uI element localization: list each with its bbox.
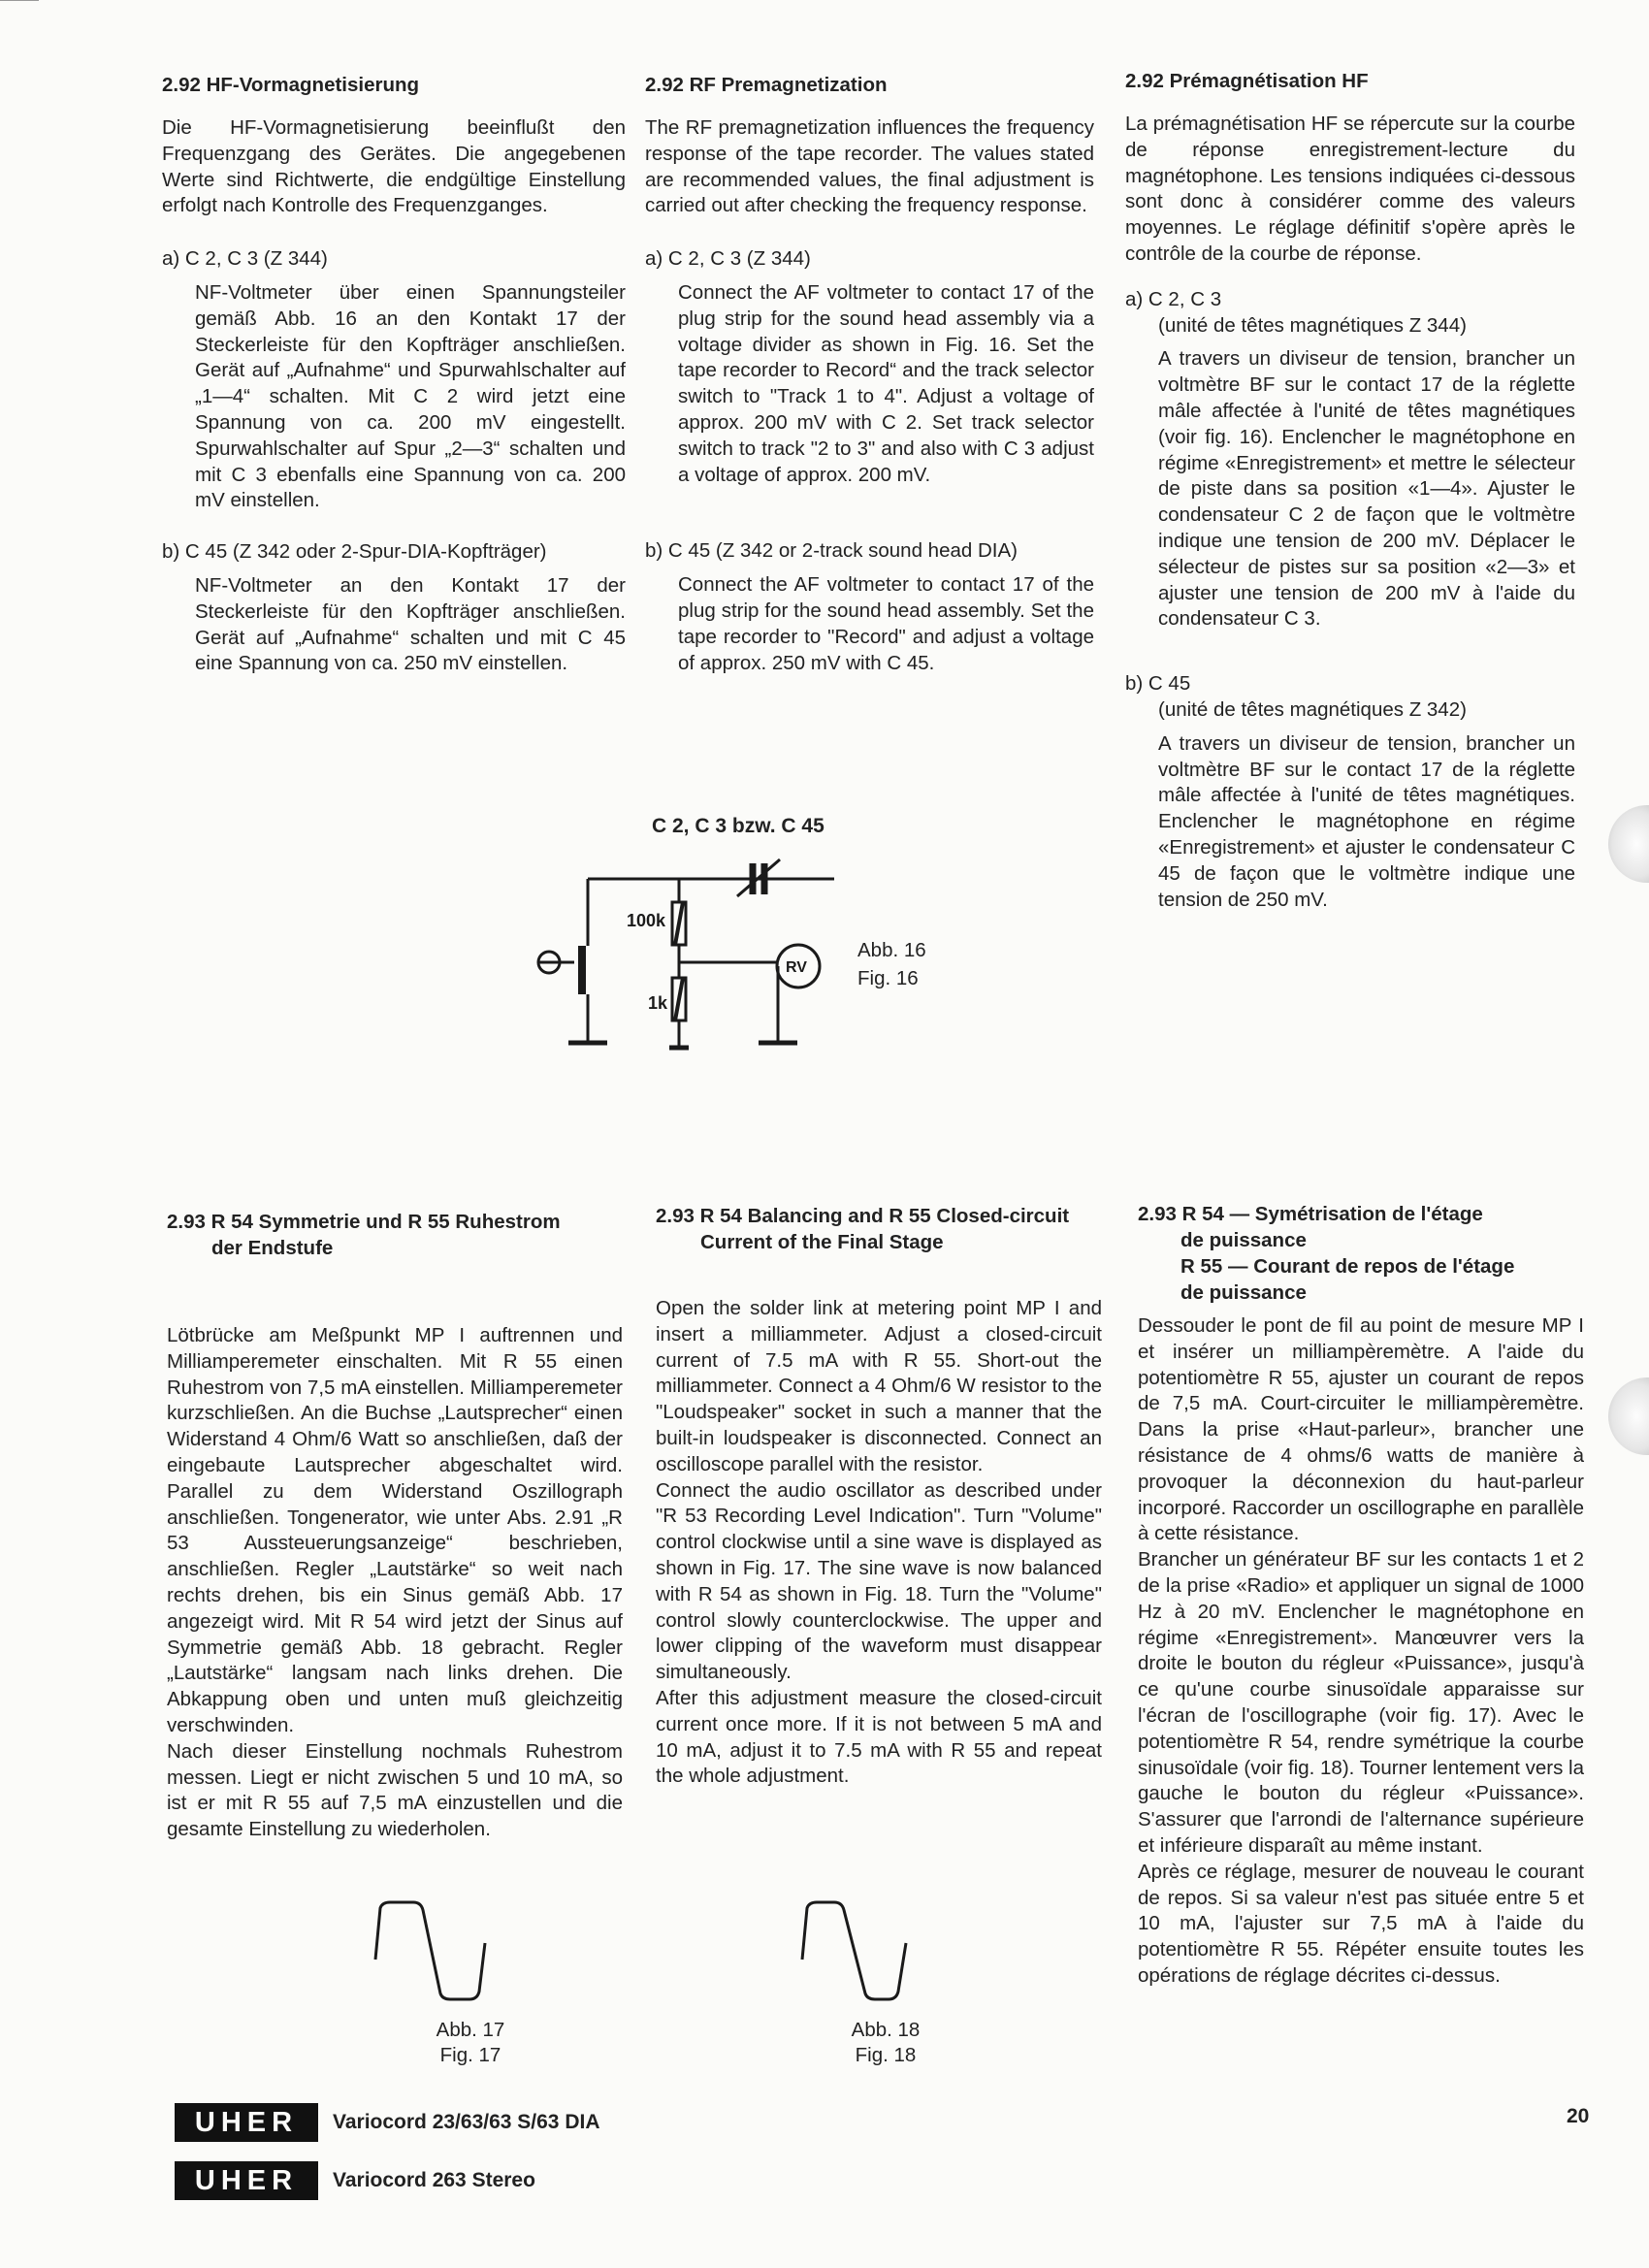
item-a-subtitle: (unité de têtes magnétiques Z 344) bbox=[1158, 313, 1467, 337]
resistor-1k-label: 1k bbox=[648, 993, 668, 1013]
fig17-waveform bbox=[371, 1896, 506, 2003]
binder-hole bbox=[1608, 805, 1649, 883]
section-title bbox=[167, 1209, 623, 1261]
item-b-title: b) C 45 (Z 342 or 2-track sound head DIA) bbox=[645, 539, 1018, 563]
model-line-2: Variocord 263 Stereo bbox=[333, 2169, 535, 2191]
fig18-caption bbox=[823, 2018, 949, 2068]
section-293-fr bbox=[1138, 1201, 1584, 1990]
body-paragraph-2: Brancher un générateur BF sur les contacts 1 et 2 de la prise «Radio» et appliquer un signal de 1000 Hz à 20 mV. Enclencher le magnétophone en régime «Enregistrement». Manœuvrer vers la droite le bouton du régleur «Puissance», jusqu'à ce qu'une courbe sinusoïdale apparaisse sur l'écran de l'oscillographe (voir fig. 17). Avec le potentiomètre R 54, rendre symétrique la courbe sinusoïdale (voir fig. 18). Tourner lentement vers la gauche le bouton du régleur «Puissance». S'assurer que l'arrondi de l'alternance supérieure et inférieure disparaît au même instant. bbox=[1138, 1548, 1584, 1857]
fig16-circuit-diagram bbox=[524, 854, 854, 1067]
fig16-caption-en: Fig. 16 bbox=[857, 967, 919, 989]
section-title-line-1: 2.93 R 54 Balancing and R 55 Closed-circuit bbox=[656, 1205, 1070, 1227]
section-title bbox=[656, 1203, 1102, 1255]
section-title-line-2: der Endstufe bbox=[211, 1237, 334, 1259]
section-title-line-3: R 55 — Courant de repos de l'étage bbox=[1180, 1255, 1515, 1278]
section-title-line-1: 2.93 R 54 Symmetrie und R 55 Ruhestrom bbox=[167, 1211, 561, 1233]
item-a bbox=[1125, 287, 1575, 632]
section-292-de bbox=[162, 72, 626, 677]
resistor-100k-label: 100k bbox=[627, 911, 666, 930]
section-title-line-4: de puissance bbox=[1180, 1281, 1307, 1304]
item-b bbox=[1125, 671, 1575, 913]
item-b-body: Connect the AF voltmeter to contact 17 of the plug strip for the sound head assembly. Set the tape recorder to "Record" and adjust a voltage of approx. 250 mV with C 45. bbox=[678, 573, 1094, 674]
fig18-caption-de: Abb. 18 bbox=[851, 2019, 921, 2041]
page-number: 20 bbox=[1567, 2105, 1590, 2127]
item-a-title: a) C 2, C 3 (Z 344) bbox=[645, 247, 811, 271]
section-292-en bbox=[645, 72, 1094, 676]
section-title: 2.92 RF Premagnetization bbox=[645, 74, 888, 96]
section-title-line-1: 2.93 R 54 — Symétrisation de l'étage bbox=[1138, 1203, 1483, 1225]
body-paragraph-2: Nach dieser Einstellung nochmals Ruhestrom messen. Liegt er nicht zwischen 5 und 10 mA, so ist er mit R 55 auf 7,5 mA einzustellen und die gesamte Einstellung zu wiederholen. bbox=[167, 1739, 623, 1841]
item-b bbox=[162, 539, 626, 677]
item-a-body: A travers un diviseur de tension, brancher un voltmètre BF sur le contact 17 de la réglette mâle affectée à l'unité de têtes magnétiques (voir fig. 16). Enclencher le magnétophone en régime «Enregistrement» et mettre le sélecteur de piste dans sa position «1—4». Ajuster le condensateur C 2 de façon que le voltmètre indique une tension de 200 mV. Déplacer le sélecteur de pistes sur sa position «2—3» et ajuster une tension de 200 mV à l'aide du condensateur C 3. bbox=[1158, 347, 1575, 631]
intro-paragraph: La prémagnétisation HF se répercute sur la courbe de réponse enregistrement-lecture du magnétophone. Les tensions indiquées ci-dessous sont donc à considérer comme des valeurs moyennes. Le réglage définitif s'opère après le contrôle de la courbe de réponse. bbox=[1125, 113, 1575, 265]
uher-logo: UHER bbox=[175, 2103, 318, 2142]
intro-paragraph: The RF premagnetization influences the frequency response of the tape recorder. The values stated are recommended values, the final adjustment is carried out after checking the frequency response. bbox=[645, 116, 1094, 217]
body-paragraph-1: Dessouder le pont de fil au point de mesure MP I et insérer un milliampèremètre. A l'aide du potentiomètre R 55, ajuster un courant de repos de 7,5 mA. Court-circuiter le milliampèremètre. Dans la prise «Haut-parleur», brancher une résistance de 4 ohms/6 watts de manière à provoquer la déconnexion du haut-parleur incorporé. Raccorder un oscillographe en parallèle à cette résistance. bbox=[1138, 1314, 1584, 1545]
section-293-de bbox=[167, 1209, 623, 1843]
body-paragraph-3: Après ce réglage, mesurer de nouveau le courant de repos. Si sa valeur n'est pas située entre 5 et 10 mA, l'ajuster sur 7,5 mA à l'aide du potentiomètre R 55. Répéter ensuite toutes les opérations de réglage décrites ci-dessus. bbox=[1138, 1860, 1584, 1987]
item-a bbox=[162, 246, 626, 514]
fig16-title: C 2, C 3 bzw. C 45 bbox=[652, 815, 824, 837]
section-title: 2.92 Prémagnétisation HF bbox=[1125, 70, 1369, 92]
binder-hole bbox=[1608, 1377, 1649, 1455]
fig17-caption-en: Fig. 17 bbox=[439, 2044, 501, 2066]
fig17-caption-de: Abb. 17 bbox=[436, 2019, 505, 2041]
item-a-body: NF-Voltmeter über einen Spannungsteiler gemäß Abb. 16 an den Kontakt 17 der Steckerleiste für den Kopfträger anschließen. Gerät auf „Aufnahme“ und Spurwahlschalter auf „1—4“ schalten. Mit C 2 wird jetzt eine Spannung von ca. 200 mV eingestellt. Spurwahlschalter auf Spur „2—3“ schalten und mit C 3 ebenfalls eine Spannung von ca. 200 mV einstellen. bbox=[195, 280, 626, 512]
item-b-title: b) C 45 (Z 342 oder 2-Spur-DIA-Kopfträger) bbox=[162, 540, 547, 564]
item-a-title: a) C 2, C 3 bbox=[1125, 287, 1222, 310]
fig16-caption bbox=[857, 936, 926, 992]
balanced-sine-curve bbox=[802, 1902, 906, 1999]
model-line-1: Variocord 23/63/63 S/63 DIA bbox=[333, 2111, 600, 2133]
intro-paragraph: Die HF-Vormagnetisierung beeinflußt den Frequenzgang des Gerätes. Die angegebenen Werte sind Richtwerte, die endgültige Einstellung erfolgt nach Kontrolle des Frequenzganges. bbox=[162, 116, 626, 217]
meter-label: RV bbox=[786, 959, 807, 976]
fig18-waveform bbox=[797, 1896, 933, 2003]
body-paragraph-1: Lötbrücke am Meßpunkt MP I auftrennen und Milliamperemeter einschalten. Mit R 55 einen Ruhestrom von 7,5 mA einstellen. Milliamperemeter kurzschließen. An die Buchse „Lautsprecher“ einen Widerstand 4 Ohm/6 Watt so anschließen, daß der eingebaute Lautsprecher abgeschaltet wird. Parallel zu dem Widerstand Oszillograph anschließen. Tongenerator, wie unter Abs. 2.91 „R 53 Aussteuerungsanzeige“ beschrieben, anschließen. Regler „Lautstärke“ so weit nach rechts drehen, bis ein Sinus gemäß Abb. 17 angezeigt wird. Mit R 54 wird jetzt der Sinus auf Symmetrie gemäß Abb. 18 gebracht. Regler „Lautstärke“ langsam nach links drehen. Die Abkappung oben und unten muß gleichzeitig verschwinden. bbox=[167, 1324, 623, 1736]
body-paragraph-1: Open the solder link at metering point MP I and insert a milliammeter. Adjust a closed-circuit current of 7.5 mA with R 55. Short-out the milliammeter. Connect a 4 Ohm/6 W resistor to the "Loudspeaker" socket in such a manner that the built-in loudspeaker is disconnected. Connect an oscilloscope parallel with the resistor. bbox=[656, 1297, 1102, 1475]
item-b-body: A travers un diviseur de tension, brancher un voltmètre BF sur le contact 17 de la réglette mâle affectée à l'unité de têtes magnétiques. Enclencher le magnétophone en régime «Enregistrement» et ajuster le condensateur C 45 de façon que le voltmètre indique une tension de 250 mV. bbox=[1158, 731, 1575, 911]
item-a-body: Connect the AF voltmeter to contact 17 of the plug strip for the sound head assembly via a voltage divider as shown in Fig. 16. Set the tape recorder to Record“ and the track selector switch to "Track 1 to 4". Adjust a voltage of approx. 200 mV with C 2. Set track selector switch to track "2 to 3" and also with C 3 adjust a voltage of approx. 200 mV. bbox=[678, 280, 1094, 486]
item-b bbox=[645, 538, 1094, 676]
page-corner-mark bbox=[0, 0, 39, 15]
item-a bbox=[645, 246, 1094, 488]
item-b-body: NF-Voltmeter an den Kontakt 17 der Steckerleiste für den Kopfträger anschließen. Gerät auf „Aufnahme“ schalten und mit C 45 eine Spannung von ca. 250 mV einstellen. bbox=[195, 573, 626, 675]
section-title: 2.92 HF-Vormagnetisierung bbox=[162, 74, 420, 96]
fig16-caption-de: Abb. 16 bbox=[857, 939, 926, 961]
body-paragraph-3: After this adjustment measure the closed-circuit current once more. If it is not between 5 mA and 10 mA, adjust it to 7.5 mA with R 55 and repeat the whole adjustment. bbox=[656, 1686, 1102, 1788]
section-title-line-2: de puissance bbox=[1180, 1229, 1307, 1251]
section-292-fr bbox=[1125, 68, 1575, 913]
item-a-title: a) C 2, C 3 (Z 344) bbox=[162, 247, 328, 271]
section-title bbox=[1138, 1201, 1584, 1306]
clipped-sine-curve bbox=[375, 1902, 485, 1999]
body-paragraph-2: Connect the audio oscillator as described under "R 53 Recording Level Indication". Turn "Volume" control clockwise until a sine wave is displayed as shown in Fig. 17. The sine wave is now balanced with R 54 as shown in Fig. 18. Turn the "Volume" control slowly counterclockwise. The upper and lower clipping of the waveform must disappear simultaneously. bbox=[656, 1478, 1102, 1684]
item-b-title: b) C 45 bbox=[1125, 672, 1191, 696]
uher-logo: UHER bbox=[175, 2161, 318, 2200]
section-293-en bbox=[656, 1203, 1102, 1790]
fig18-caption-en: Fig. 18 bbox=[855, 2044, 917, 2066]
fig17-caption bbox=[407, 2018, 534, 2068]
section-title-line-2: Current of the Final Stage bbox=[700, 1231, 944, 1253]
item-b-subtitle: (unité de têtes magnétiques Z 342) bbox=[1158, 697, 1467, 721]
